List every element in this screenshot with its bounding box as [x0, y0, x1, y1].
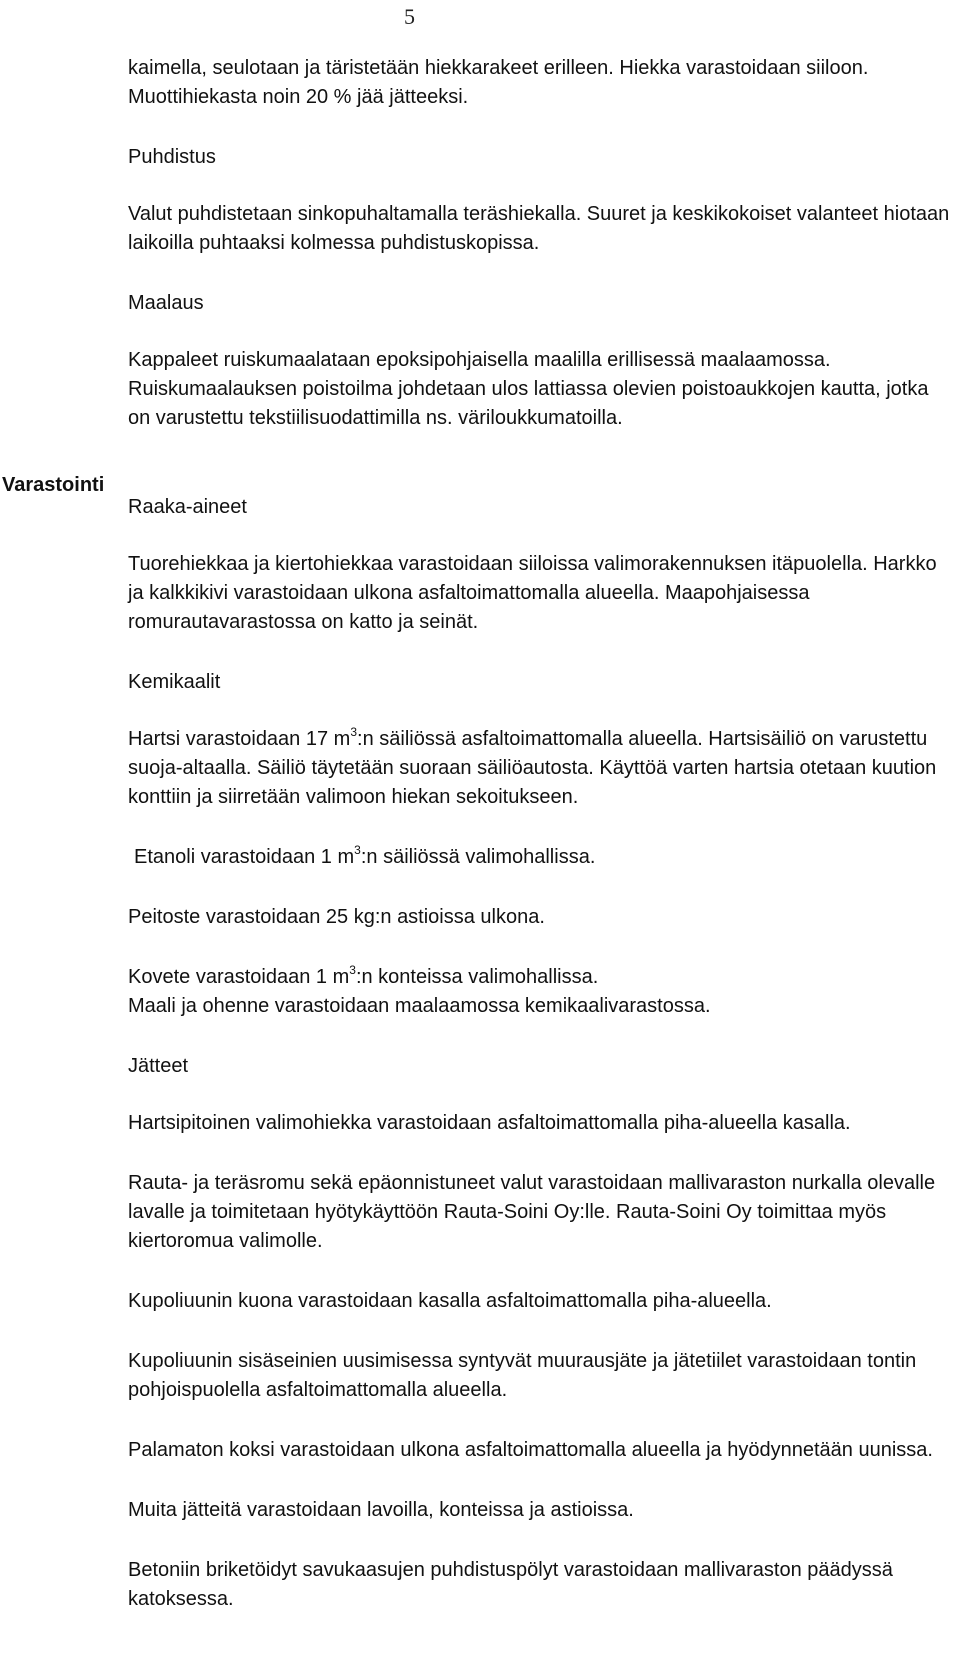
etanoli-text-b: :n säiliössä valimohallissa. [360, 846, 596, 868]
section-heading-varastointi: Varastointi [2, 474, 105, 496]
paragraph-jatteet-2: Rauta- ja teräsromu sekä epäonnistuneet valut varastoidaan mallivaraston nurkalla olevalle lavalle ja toimitetaan hyötykäyttöön Rauta-Soini Oy:lle. Rauta-Soini Oy toimittaa myös kiertoromua valimolle. [128, 1172, 936, 1252]
paragraph-jatteet-6: Muita jätteitä varastoidaan lavoilla, konteissa ja astioissa. [128, 1499, 634, 1521]
paragraph-maali: Maali ja ohenne varastoidaan maalaamossa kemikaalivarastossa. [128, 995, 711, 1017]
paragraph-jatteet-4: Kupoliuunin sisäseinien uusimisessa syntyvät muurausjäte ja jätetiilet varastoidaan tontin pohjoispuolella asfaltoimattomalla alueella. [128, 1350, 917, 1401]
etanoli-text-a: Etanoli varastoidaan 1 m [134, 846, 355, 868]
subheading-puhdistus: Puhdistus [128, 146, 216, 168]
kovete-text-b: :n konteissa valimohallissa. [355, 966, 599, 988]
etanoli-superscript: 3 [354, 843, 361, 857]
paragraph-jatteet-7: Betoniin briketöidyt savukaasujen puhdistuspölyt varastoidaan mallivaraston päädyssä katoksessa. [128, 1559, 893, 1610]
document-body [128, 54, 952, 1614]
subheading-jatteet: Jätteet [128, 1055, 189, 1077]
paragraph-puhdistus: Valut puhdistetaan sinkopuhaltamalla teräshiekalla. Suuret ja keskikokoiset valanteet hiotaan laikoilla puhtaaksi kolmessa puhdistuskopissa. [128, 203, 950, 254]
kovete-superscript: 3 [349, 963, 356, 977]
hartsi-superscript: 3 [350, 725, 358, 739]
paragraph-jatteet-5: Palamaton koksi varastoidaan ulkona asfaltoimattomalla alueella ja hyödynnetään uunissa. [128, 1439, 933, 1461]
kovete-text-a: Kovete varastoidaan 1 m [128, 966, 350, 988]
hartsi-text-b: :n säiliössä asfaltoimattomalla alueella. Hartsisäiliö on varustettu suoja-altaalla. Säiliö täytetään suoraan säiliöautosta. Käyttöä varten hartsia otetaan kuution konttiin ja siirretään valimoon hiekan sekoitukseen. [128, 728, 937, 808]
paragraph-jatteet-3: Kupoliuunin kuona varastoidaan kasalla asfaltoimattomalla piha-alueella. [128, 1290, 772, 1312]
paragraph-intro: kaimella, seulotaan ja täristetään hiekkarakeet erilleen. Hiekka varastoidaan siiloon. Muottihiekasta noin 20 % jää jätteeksi. [128, 57, 869, 108]
paragraph-etanoli [128, 843, 952, 872]
paragraph-raaka-aineet: Tuorehiekkaa ja kiertohiekkaa varastoidaan siiloissa valimorakennuksen itäpuolella. Harkko ja kalkkikivi varastoidaan ulkona asfaltoimattomalla alueella. Maapohjaisessa romurautavarastossa on katto ja seinät. [128, 553, 937, 633]
paragraph-maalaus: Kappaleet ruiskumaalataan epoksipohjaisella maalilla erillisessä maalaamossa. Ruiskumaalauksen poistoilma johdetaan ulos lattiassa olevien poistoaukkojen kautta, jotka on varustettu tekstiilisuodattimilla ns. väriloukkumatoilla. [128, 349, 929, 429]
subheading-kemikaalit: Kemikaalit [128, 671, 221, 693]
hartsi-text-a: Hartsi varastoidaan 17 m [128, 728, 351, 750]
paragraph-hartsi [128, 725, 952, 812]
subheading-raaka-aineet: Raaka-aineet [128, 496, 247, 518]
paragraph-peitoste: Peitoste varastoidaan 25 kg:n astioissa ulkona. [128, 906, 545, 928]
subheading-maalaus: Maalaus [128, 292, 204, 314]
paragraph-jatteet-1: Hartsipitoinen valimohiekka varastoidaan asfaltoimattomalla piha-alueella kasalla. [128, 1112, 851, 1134]
page-number: 5 [404, 4, 415, 29]
paragraph-kovete [128, 963, 952, 992]
